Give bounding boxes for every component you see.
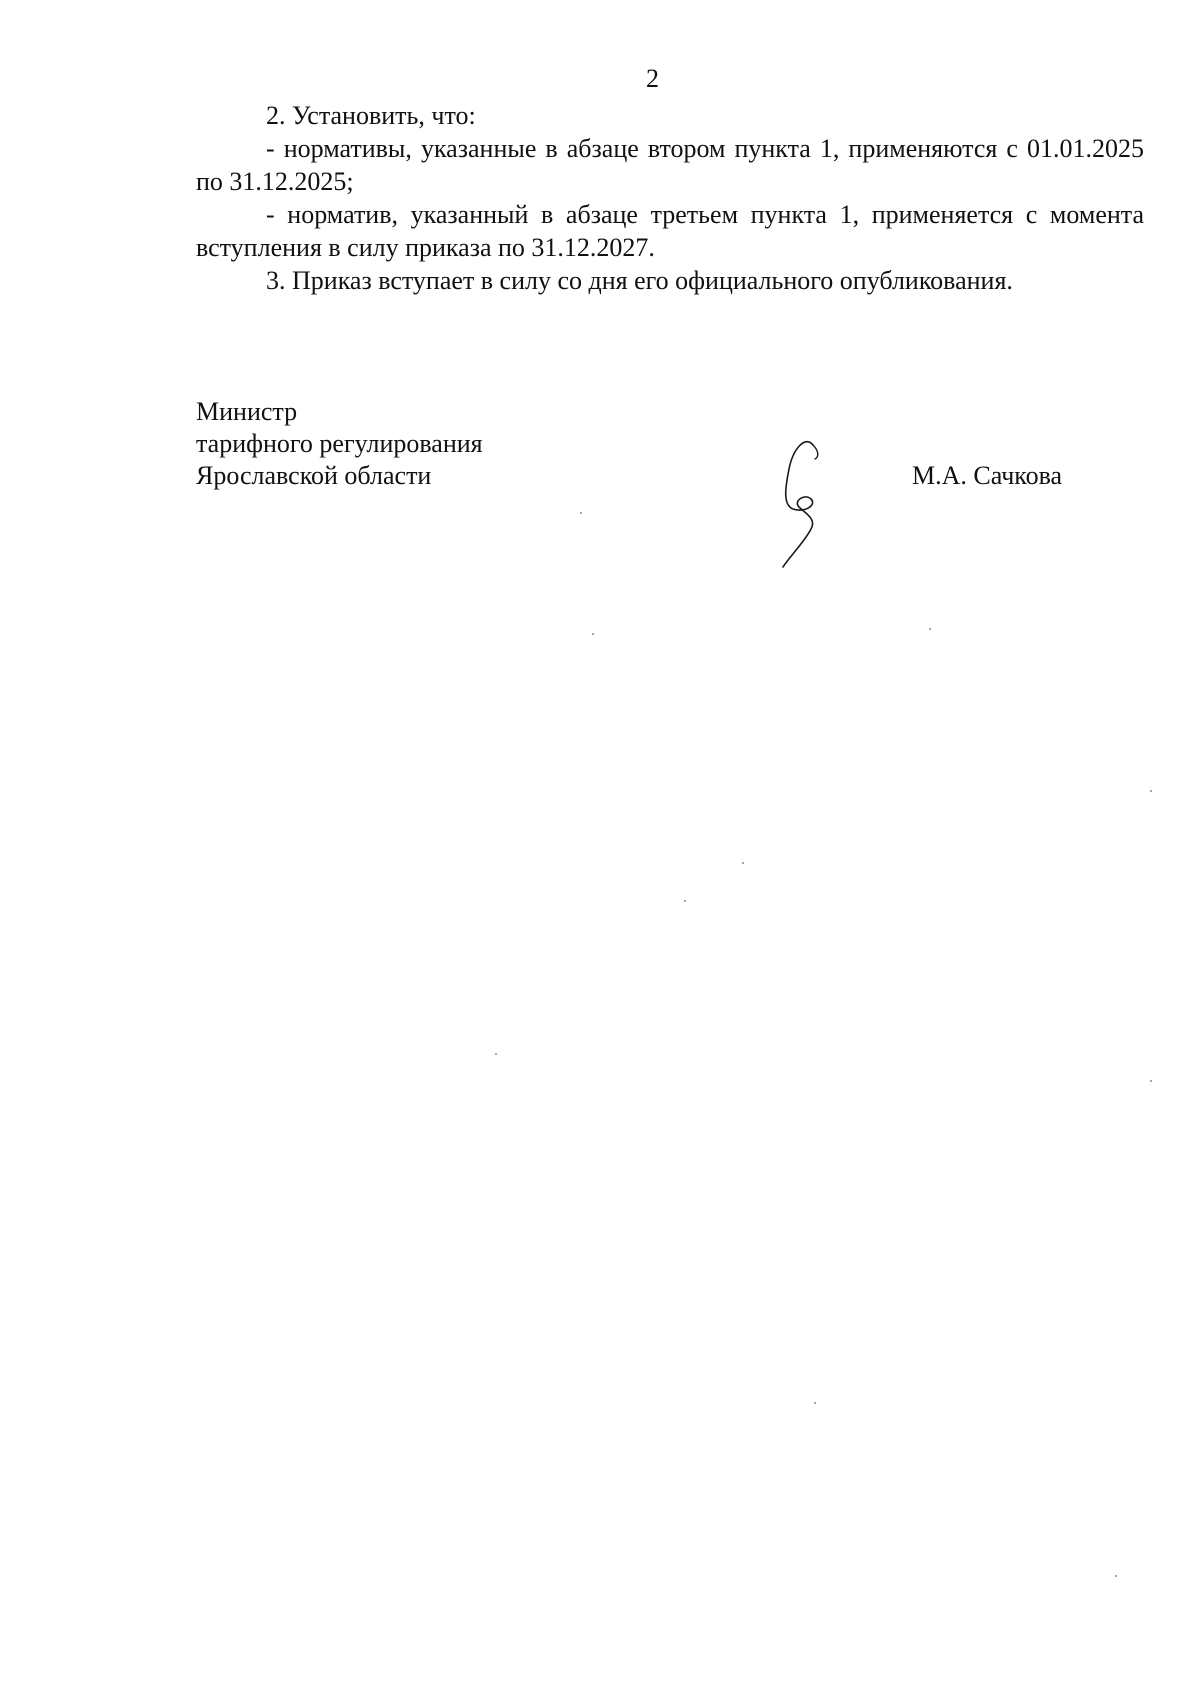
signatory-title-line: Министр <box>196 397 298 426</box>
signatory-title-line: Ярославской области <box>196 461 432 490</box>
scan-speck <box>592 633 594 635</box>
paragraph-norms-period: - нормативы, указанные в абзаце втором пункта 1, применяются с 01.01.2025 по 31.12.2025; <box>196 134 1144 196</box>
document-body <box>196 99 1144 297</box>
scan-speck <box>929 628 931 630</box>
scan-speck <box>742 862 744 864</box>
scan-speck <box>580 512 582 514</box>
scan-speck <box>1150 1080 1152 1082</box>
scan-speck <box>1115 1575 1117 1577</box>
signatory-title <box>196 396 483 492</box>
scan-speck <box>495 1053 497 1055</box>
paragraph-clause-2: 2. Установить, что: <box>266 101 476 130</box>
paragraph-norm-period: - норматив, указанный в абзаце третьем пункта 1, применяется с момента вступления в силу приказа по 31.12.2027. <box>196 200 1144 262</box>
scan-speck <box>684 900 686 902</box>
handwritten-signature <box>765 435 845 570</box>
signer-name: М.А. Сачкова <box>912 461 1063 490</box>
scan-speck <box>814 1402 816 1404</box>
paragraph-clause-3: 3. Приказ вступает в силу со дня его официального опубликования. <box>266 266 1013 295</box>
signatory-title-line: тарифного регулирования <box>196 429 483 458</box>
scan-speck <box>1150 790 1152 792</box>
page-number: 2 <box>646 64 659 93</box>
